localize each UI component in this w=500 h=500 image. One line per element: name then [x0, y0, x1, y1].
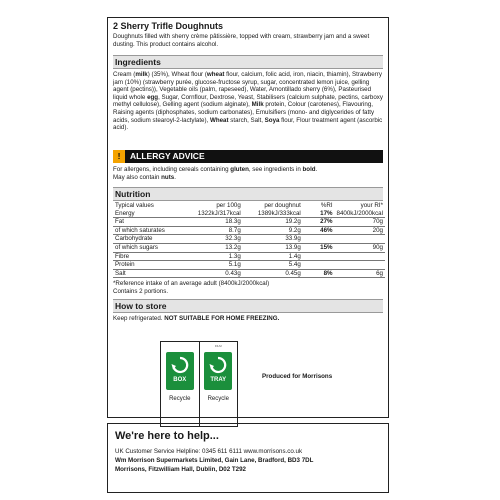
- storage-heading: How to store: [113, 299, 383, 313]
- value-per-100g: 1322kJ/317kcal: [183, 210, 243, 218]
- value-per-100g: 13.2g: [183, 243, 243, 252]
- value-your-ri: 20g: [335, 226, 385, 235]
- nutrition-header-row: [113, 202, 385, 210]
- nutrition-heading: Nutrition: [113, 187, 383, 201]
- value-ri: [303, 252, 335, 261]
- help-address-uk: Wm Morrison Supermarkets Limited, Gain Lane, Bradford, BD3 7DL: [115, 457, 314, 464]
- value-your-ri: [335, 235, 385, 244]
- nutrition-portions: Contains 2 portions.: [113, 288, 169, 295]
- ingredient-allergen: milk: [135, 71, 148, 78]
- recycle-word: Recycle: [207, 396, 229, 402]
- recycle-word: Recycle: [169, 396, 191, 402]
- nutrient-name: Fat: [113, 218, 183, 227]
- value-per-100g: 5.1g: [183, 261, 243, 270]
- storage-warning: NOT SUITABLE FOR HOME FREEZING.: [164, 315, 280, 322]
- nutrition-row: [113, 218, 385, 227]
- ingredient-allergen: Soya: [264, 116, 280, 124]
- nutrition-row: [113, 243, 385, 252]
- nutrient-name: Salt: [113, 269, 183, 278]
- help-address-ie: Morrisons, Fitzwilliam Hall, Dublin, D02 T292: [115, 466, 246, 473]
- help-title: We're here to help...: [115, 430, 219, 442]
- value-per-doughnut: 9.2g: [243, 226, 303, 235]
- ingredient-allergen: Wheat: [209, 116, 229, 124]
- nutrient-name: Energy: [113, 210, 183, 218]
- value-per-100g: 1.3g: [183, 252, 243, 261]
- col-your-ri: your RI*: [360, 202, 383, 209]
- nutrient-name: Protein: [113, 261, 183, 270]
- product-title: 2 Sherry Trifle Doughnuts: [113, 21, 224, 31]
- nutrition-row: [113, 210, 385, 218]
- storage-text-part: Keep refrigerated.: [113, 315, 165, 322]
- ingredients-heading: Ingredients: [113, 55, 383, 69]
- value-your-ri: 90g: [335, 243, 385, 252]
- allergy-text: [113, 166, 383, 181]
- value-your-ri: [335, 252, 385, 261]
- allergy-text-part: .: [174, 173, 176, 181]
- value-per-100g: 18.3g: [183, 218, 243, 227]
- recycle-item-tray: [199, 342, 238, 426]
- nutrition-table: [113, 202, 385, 278]
- value-per-doughnut: 1389kJ/333kcal: [243, 210, 303, 218]
- recycle-label-box: BOX: [173, 377, 187, 383]
- value-ri: [303, 235, 335, 244]
- customer-help-box: [107, 423, 389, 493]
- value-your-ri: [335, 261, 385, 270]
- help-phone-website: UK Customer Service Helpline: 0345 611 6111 www.morrisons.co.uk: [115, 448, 303, 455]
- value-per-doughnut: 19.2g: [243, 218, 303, 227]
- col-per-100g: per 100g: [216, 202, 241, 209]
- value-your-ri: 8400kJ/2000kcal: [336, 209, 383, 217]
- product-label: [107, 17, 389, 418]
- value-per-doughnut: 1.4g: [243, 252, 303, 261]
- ingredient-text-part: Cream (: [113, 71, 136, 78]
- allergy-text-part: May also contain: [113, 173, 162, 181]
- allergy-text-bold: bold: [302, 166, 316, 173]
- col-ri: %RI: [320, 202, 333, 209]
- value-ri: 27%: [303, 218, 335, 227]
- allergy-text-part: For allergens, including cereals containing: [113, 166, 231, 173]
- nutrition-row: [113, 261, 385, 270]
- produced-for: Produced for Morrisons: [262, 373, 333, 380]
- product-description: Doughnuts filled with sherry crème pâtissière, topped with cream, strawberry jam and a sweet dusting. This product contains alcohol.: [113, 33, 370, 48]
- nutrition-footnote: *Reference intake of an average adult (8400kJ/2000kcal): [113, 280, 270, 287]
- ingredient-allergen: egg: [147, 93, 159, 101]
- value-per-100g: 8.7g: [183, 226, 243, 235]
- recycle-badge: [204, 352, 232, 390]
- ingredient-text-part: flour, Flour treatment agent (ascorbic acid).: [113, 116, 383, 132]
- recycling-box: [160, 341, 238, 427]
- value-per-doughnut: 5.4g: [243, 261, 303, 270]
- value-your-ri: 6g: [335, 269, 385, 278]
- ingredient-allergen: wheat: [206, 71, 225, 78]
- recycle-arrows-icon: [170, 355, 190, 375]
- nutrition-row: [113, 235, 385, 244]
- nutrition-row: [113, 226, 385, 235]
- nutrition-row: [113, 269, 385, 278]
- ingredient-text-part: starch, Salt,: [228, 116, 265, 124]
- ingredient-text-part: flour, calcium, folic acid, iron, niacin, thiamin), Strawberry jam (10%) (strawberry purée, glucose-fructose syrup, sugar, concentrated lemon juice, gelling agent (pectins)), Vegetable oils (palm, rapeseed), Water, Amontillado sherry (6%), Pasteurised liquid whole: [113, 71, 382, 101]
- value-ri: 17%: [303, 210, 335, 218]
- allergy-heading: ALLERGY ADVICE: [130, 151, 205, 161]
- ingredient-text-part: protein, Colour (carotenes), Flavouring, Raising agents (diphosphates, sodium carbonates), Emulsifiers (mono- and diglycerides of fatty acids, sodium stearoyl-2-lactylate),: [113, 101, 375, 124]
- nutrition-row: [113, 252, 385, 261]
- nutrient-name: Carbohydrate: [113, 235, 183, 244]
- ingredient-text-part: ) (35%), Wheat flour (: [147, 71, 207, 78]
- allergen-gluten: gluten: [230, 166, 249, 173]
- allergy-text-part: .: [315, 166, 318, 173]
- value-ri: 15%: [303, 243, 335, 252]
- ingredient-allergen: Milk: [251, 101, 264, 109]
- value-per-doughnut: 0.45g: [243, 269, 303, 278]
- value-per-100g: 0.43g: [183, 269, 243, 278]
- recycle-arrows-icon: [208, 355, 228, 375]
- value-per-doughnut: 33.9g: [243, 235, 303, 244]
- recycle-badge: [166, 352, 194, 390]
- col-per-doughnut: per doughnut: [264, 202, 301, 209]
- value-ri: [303, 261, 335, 270]
- storage-text: [113, 315, 383, 323]
- nutrient-name: of which sugars: [113, 243, 183, 252]
- warning-icon: !: [113, 150, 125, 163]
- allergen-nuts: nuts: [161, 173, 175, 181]
- value-per-doughnut: 13.9g: [243, 243, 303, 252]
- recycle-label-tray: TRAY: [210, 377, 227, 383]
- recycle-item-box: [161, 342, 199, 426]
- allergy-text-part: , see ingredients in: [248, 166, 303, 173]
- value-ri: 46%: [303, 226, 335, 235]
- ingredient-text-part: , Sugar, Cornflour, Dextrose, Yeast, Stabilisers (calcium sulphate, pectins, carboxy methyl cellulose), Gelling agent (sodium alginate),: [113, 93, 383, 109]
- value-your-ri: 70g: [335, 218, 385, 227]
- ingredients-text: [113, 71, 383, 132]
- allergy-advice-band: [113, 150, 383, 163]
- nutrient-name: Fibre: [113, 252, 183, 261]
- nutrient-name: of which saturates: [113, 226, 183, 235]
- value-ri: 8%: [303, 269, 335, 278]
- recycle-top-text: FILM: [214, 344, 222, 348]
- value-per-100g: 32.3g: [183, 235, 243, 244]
- col-typical-values: Typical values: [115, 202, 154, 209]
